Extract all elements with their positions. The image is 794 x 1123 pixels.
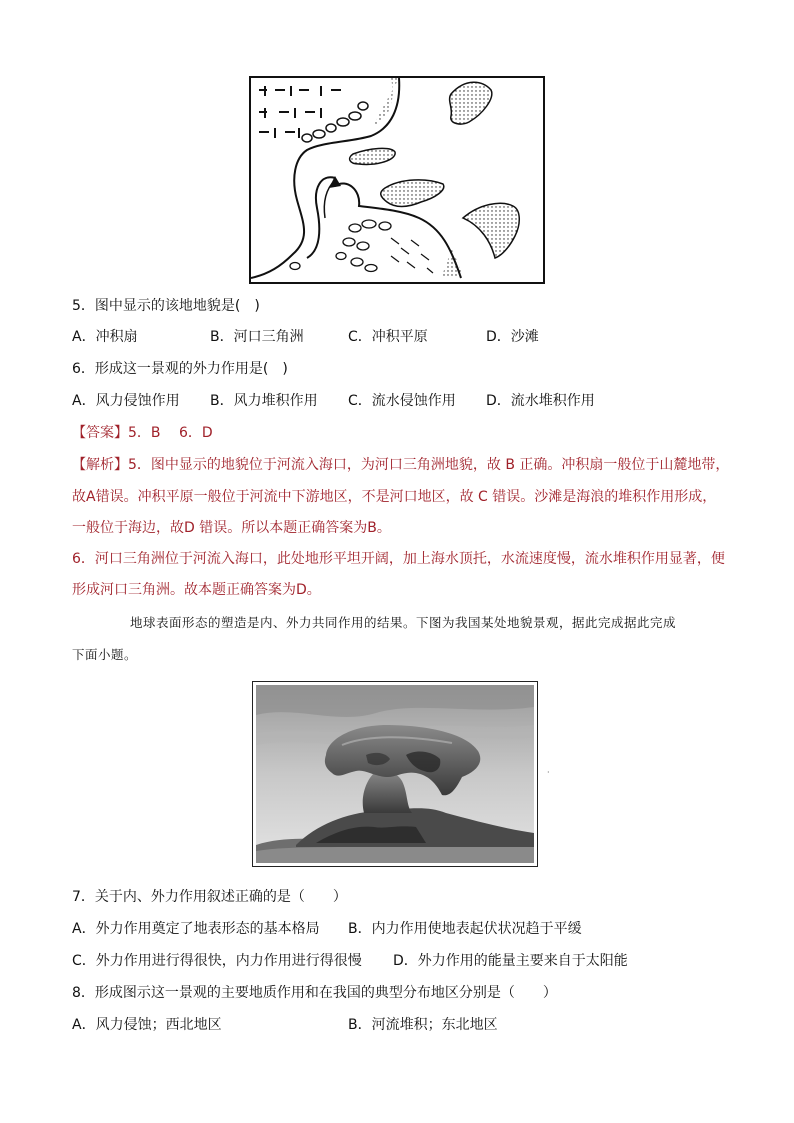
analysis-text-1: 5．图中显示的地貌位于河流入海口，为河口三角洲地貌，故 B 正确。冲积扇一般位于山麓地带， xyxy=(128,457,730,473)
q6-option-d: D．流水堆积作用 xyxy=(486,393,595,409)
q7-option-c: C．外力作用进行得很快，内力作用进行得很慢 xyxy=(72,953,362,969)
q5-option-d: D．沙滩 xyxy=(486,329,539,345)
q6-option-c: C．流水侵蚀作用 xyxy=(348,393,456,409)
question-5-stem: 5．图中显示的该地地貌是( ) xyxy=(72,298,260,314)
question-7-stem: 7．关于内、外力作用叙述正确的是（ ） xyxy=(72,889,347,905)
q8-option-b: B．河流堆积；东北地区 xyxy=(348,1017,498,1033)
q5-option-c: C．冲积平原 xyxy=(348,329,428,345)
question-6-stem: 6．形成这一景观的外力作用是( ) xyxy=(72,361,288,377)
intro-line-1: 地球表面形态的塑造是内、外力共同作用的结果。下图为我国某处地貌景观，据此完成据此完成 xyxy=(130,615,677,630)
intro-line-2: 下面小题。 xyxy=(72,647,138,662)
q6-option-a: A．风力侵蚀作用 xyxy=(72,393,180,409)
q8-option-a: A．风力侵蚀；西北地区 xyxy=(72,1017,222,1033)
question-8-stem: 8．形成图示这一景观的主要地质作用和在我国的典型分布地区分别是（ ） xyxy=(72,985,557,1001)
mushroom-rock-photo xyxy=(252,681,538,867)
analysis-line-1 xyxy=(72,454,729,476)
answer-line xyxy=(72,422,213,444)
q5-option-a: A．冲积扇 xyxy=(72,329,138,345)
delta-map-drawing xyxy=(251,78,543,282)
stray-mark: · xyxy=(547,768,550,777)
answer-text: 5．B 6．D xyxy=(128,425,213,441)
analysis-line-2: 故A错误。冲积平原一般位于河流中下游地区，不是河口地区，故 C 错误。沙滩是海浪的堆积作用形成， xyxy=(72,489,717,505)
q5-option-b: B．河口三角洲 xyxy=(210,329,304,345)
answer-label: 【答案】 xyxy=(72,425,128,441)
analysis-line-4: 6．河口三角洲位于河流入海口，此处地形平坦开阔，加上海水顶托，水流速度慢，流水堆积作用显著，便 xyxy=(72,551,725,567)
mushroom-rock-drawing xyxy=(256,685,534,863)
analysis-line-3: 一般位于海边，故D 错误。所以本题正确答案为B。 xyxy=(72,520,391,536)
q6-option-b: B．风力堆积作用 xyxy=(210,393,318,409)
analysis-label: 【解析】 xyxy=(72,457,128,473)
q7-option-a: A．外力作用奠定了地表形态的基本格局 xyxy=(72,921,320,937)
analysis-line-5: 形成河口三角洲。故本题正确答案为D。 xyxy=(72,582,321,598)
q7-option-d: D．外力作用的能量主要来自于太阳能 xyxy=(393,953,628,969)
delta-map-figure xyxy=(249,76,545,284)
q7-option-b: B．内力作用使地表起伏状况趋于平缓 xyxy=(348,921,582,937)
